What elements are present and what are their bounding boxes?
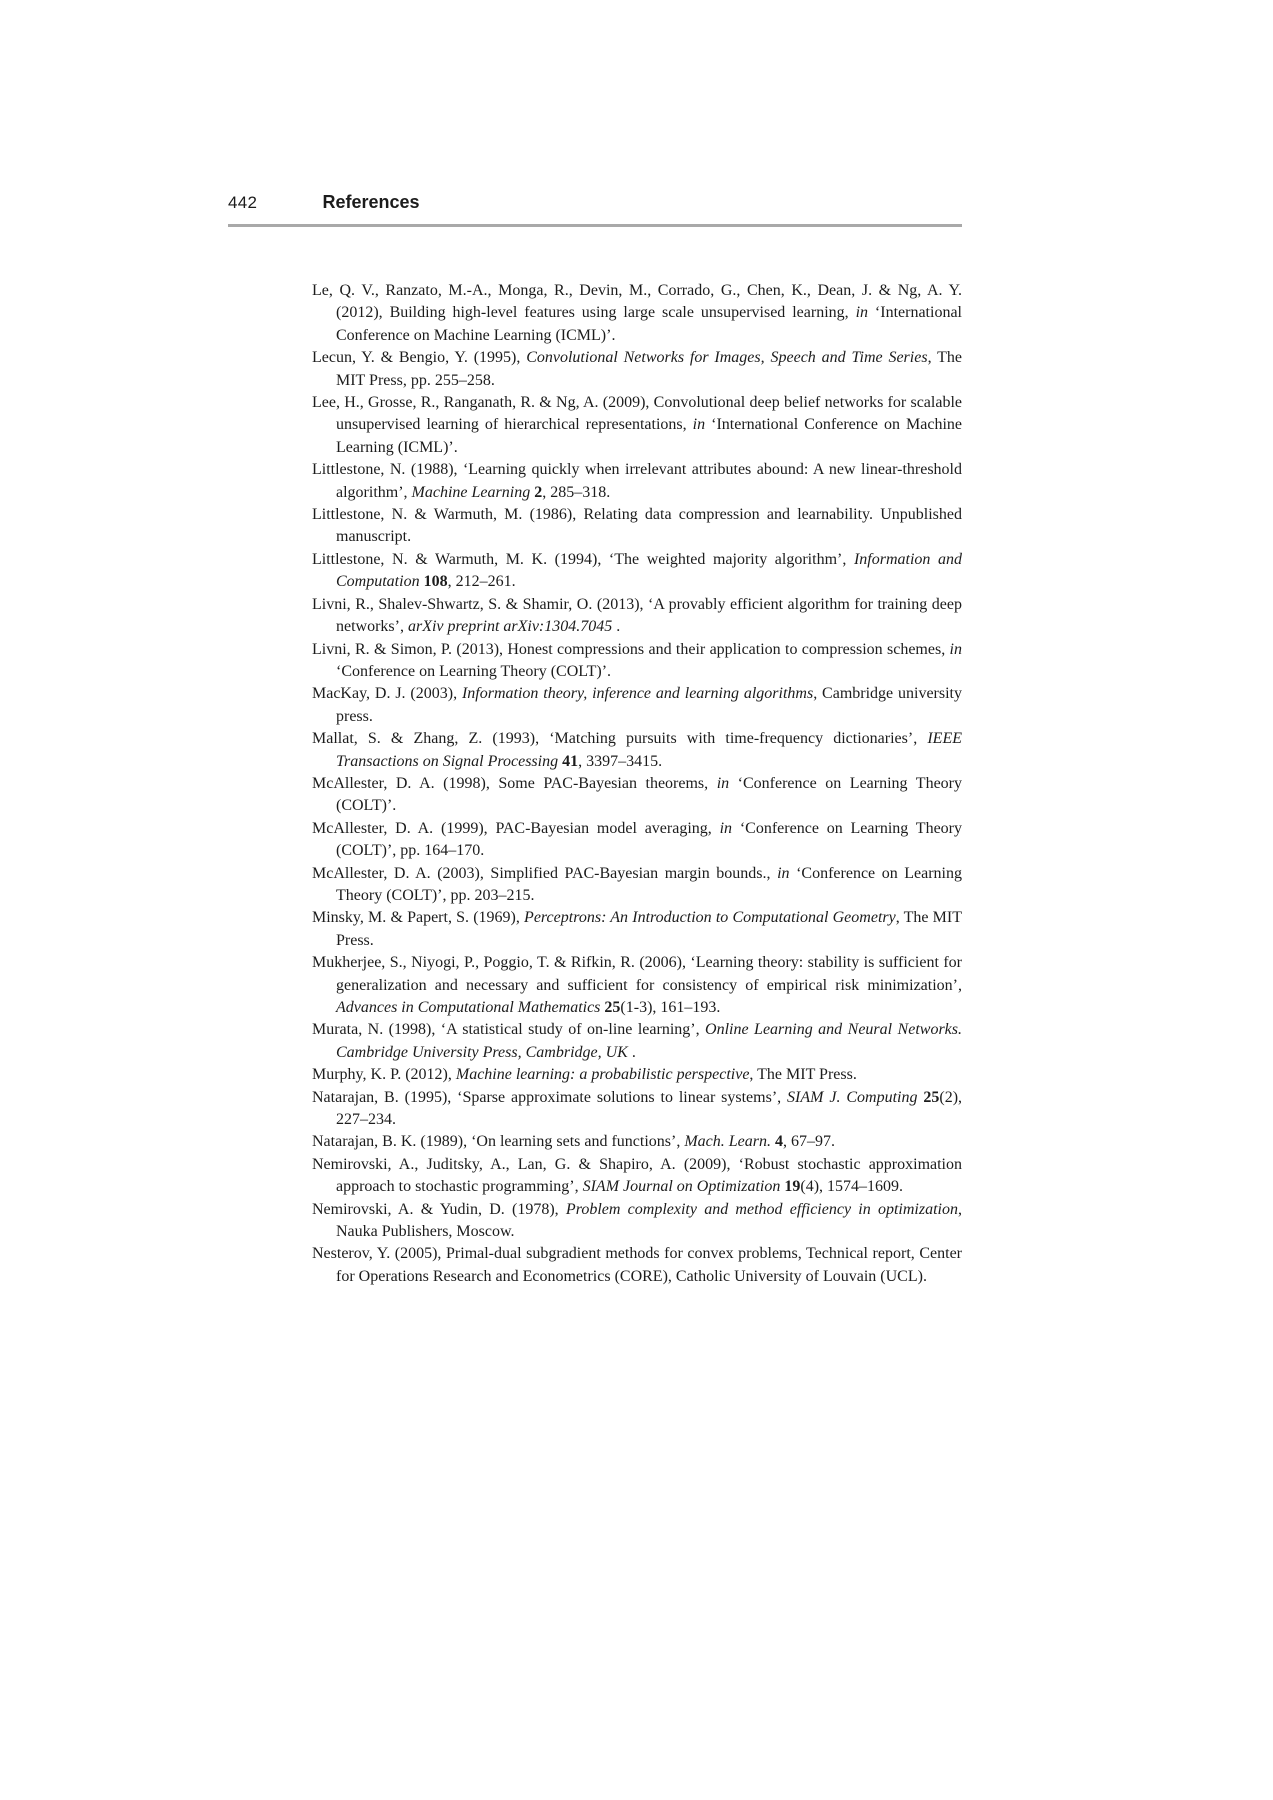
reference-text-segment: , 212–261. [447, 573, 516, 591]
reference-text-segment: , The MIT Press, pp. 255–258. [336, 349, 962, 389]
reference-text-segment: ‘Conference on Learning Theory (COLT)’, pp. 164–170. [336, 819, 963, 860]
reference-text-segment: Natarajan, B. (1995), ‘Sparse approximate solutions to linear systems’, [312, 1088, 788, 1106]
reference-text-segment: Problem complexity and method efficiency in optimization [565, 1200, 958, 1218]
reference-entry [312, 683, 962, 728]
page-number: 442 [228, 193, 258, 212]
reference-text-segment: Mukherjee, S., Niyogi, P., Poggio, T. & Rifkin, R. (2006), ‘Learning theory: stability is sufficient for generalization and necessary and sufficient for consistency of empirical risk minimization’, [312, 954, 962, 994]
reference-text-segment: , The MIT Press. [749, 1066, 857, 1084]
reference-text-segment: in [777, 864, 790, 882]
reference-text-segment: IEEE Transactions on Signal Processing [336, 730, 962, 770]
reference-text-segment: (1-3), 161–193. [620, 999, 721, 1016]
reference-text-segment: Murata, N. (1998), ‘A statistical study of on-line learning’, [312, 1021, 706, 1039]
reference-text-segment: 25 [604, 999, 621, 1016]
reference-text-segment: Littlestone, N. (1988), ‘Learning quickly when irrelevant attributes abound: A new linear-threshold algorithm’, [312, 461, 962, 501]
reference-entry [312, 1131, 962, 1153]
reference-text-segment: ‘Conference on Learning Theory (COLT)’. [336, 774, 962, 815]
reference-text-segment: 2 [534, 483, 543, 501]
reference-text-segment: , Cambridge university press. [336, 685, 962, 725]
page-header [228, 192, 962, 213]
reference-text-segment: Information theory, inference and learning algorithms [461, 685, 814, 703]
reference-text-segment: Livni, R., Shalev-Shwartz, S. & Shamir, O. (2013), ‘A provably efficient algorithm for training deep networks’, [312, 595, 962, 636]
reference-text-segment: Littlestone, N. & Warmuth, M. K. (1994), ‘The weighted majority algorithm’, [312, 550, 854, 568]
section-title: References [322, 192, 420, 212]
reference-text-segment: McAllester, D. A. (2003), Simplified PAC-Bayesian margin bounds., [312, 864, 778, 882]
reference-text-segment: 41 [562, 752, 579, 770]
reference-text-segment: Lecun, Y. & Bengio, Y. (1995), [312, 349, 527, 367]
reference-text-segment: Nemirovski, A., Juditsky, A., Lan, G. & Shapiro, A. (2009), ‘Robust stochastic approximation approach to stochastic programming’, [312, 1155, 962, 1196]
reference-entry [312, 1199, 962, 1244]
reference-text-segment: ‘International Conference on Machine Learning (ICML)’. [336, 416, 963, 456]
reference-text-segment: Nesterov, Y. (2005), Primal-dual subgradient methods for convex problems, Technical report, Center for Operations Research and Econometrics (CORE), Catholic University of Louvain (UCL). [312, 1245, 962, 1285]
reference-entry [312, 639, 962, 684]
reference-entry [312, 818, 962, 863]
reference-text-segment: (4), 1574–1609. [800, 1178, 904, 1196]
reference-text-segment: Murphy, K. P. (2012), [312, 1066, 456, 1084]
reference-text-segment: Littlestone, N. & Warmuth, M. (1986), Relating data compression and learnability. Unpublished manuscript. [312, 506, 962, 546]
reference-entry [312, 459, 962, 504]
reference-text-segment: ‘Conference on Learning Theory (COLT)’, pp. 203–215. [336, 864, 962, 904]
reference-text-segment: in [949, 640, 962, 658]
reference-text-segment: Nemirovski, A. & Yudin, D. (1978), [312, 1200, 566, 1218]
reference-text-segment: Livni, R. & Simon, P. (2013), Honest compressions and their application to compression schemes, [312, 640, 950, 658]
reference-text-segment: McAllester, D. A. (1998), Some PAC-Bayesian theorems, [312, 774, 717, 792]
reference-text-segment: . [612, 618, 621, 636]
reference-list [312, 280, 962, 1288]
reference-text-segment: , The MIT Press. [336, 909, 962, 949]
reference-text-segment: , Nauka Publishers, Moscow. [336, 1200, 962, 1241]
reference-entry [312, 1019, 962, 1064]
reference-text-segment: in [692, 416, 706, 434]
reference-text-segment: (2), 227–234. [336, 1088, 963, 1129]
header-rule [228, 224, 962, 227]
reference-text-segment: McAllester, D. A. (1999), PAC-Bayesian model averaging, [312, 819, 720, 837]
reference-text-segment: Mallat, S. & Zhang, Z. (1993), ‘Matching pursuits with time-frequency dictionaries’, [312, 730, 928, 748]
reference-text-segment: SIAM J. Computing [787, 1088, 918, 1106]
reference-text-segment: 4 [775, 1133, 783, 1151]
reference-text-segment: Perceptrons: An Introduction to Computational Geometry [524, 909, 896, 927]
reference-entry [312, 594, 962, 639]
reference-text-segment: Mach. Learn. [684, 1133, 771, 1151]
reference-text-segment: . [627, 1043, 636, 1061]
reference-text-segment: Minsky, M. & Papert, S. (1969), [312, 909, 525, 927]
reference-entry [312, 1243, 962, 1288]
reference-text-segment: in [719, 819, 733, 837]
reference-text-segment: 108 [423, 573, 448, 591]
reference-text-segment: Natarajan, B. K. (1989), ‘On learning sets and functions’, [312, 1133, 685, 1151]
reference-entry [312, 1154, 962, 1199]
reference-entry [312, 907, 962, 952]
reference-text-segment: , 67–97. [783, 1133, 835, 1151]
reference-text-segment: SIAM Journal on Optimization [582, 1178, 781, 1196]
reference-entry [312, 952, 962, 1019]
reference-entry [312, 280, 962, 347]
reference-text-segment: arXiv preprint arXiv:1304.7045 [407, 618, 613, 636]
reference-text-segment: Machine Learning [411, 483, 531, 501]
reference-entry [312, 347, 962, 392]
reference-text-segment: Machine learning: a probabilistic perspective [455, 1066, 750, 1084]
reference-text-segment: Online Learning and Neural Networks. Cambridge University Press, Cambridge, UK [336, 1021, 962, 1061]
reference-entry [312, 1087, 962, 1132]
reference-entry [312, 1064, 962, 1086]
reference-text-segment: Information and Computation [336, 550, 962, 591]
reference-entry [312, 392, 962, 459]
reference-text-segment: MacKay, D. J. (2003), [312, 685, 462, 703]
reference-text-segment: ‘International Conference on Machine Learning (ICML)’. [336, 304, 962, 344]
reference-text-segment: Convolutional Networks for Images, Speech and Time Series [526, 349, 928, 367]
reference-entry [312, 728, 962, 773]
reference-text-segment: ‘Conference on Learning Theory (COLT)’. [336, 662, 612, 680]
reference-text-segment: 19 [784, 1178, 801, 1196]
reference-text-segment: , 3397–3415. [578, 752, 663, 770]
reference-text-segment: Le, Q. V., Ranzato, M.-A., Monga, R., Devin, M., Corrado, G., Chen, K., Dean, J. & Ng, A. Y. (2012), Building high-level features using large scale unsupervised learning, [312, 282, 962, 322]
reference-text-segment: in [855, 304, 869, 322]
reference-entry [312, 504, 962, 549]
reference-text-segment: in [716, 774, 730, 792]
reference-entry [312, 773, 962, 818]
reference-entry [312, 549, 962, 594]
reference-text-segment: 25 [923, 1088, 940, 1106]
reference-text-segment: Lee, H., Grosse, R., Ranganath, R. & Ng, A. (2009), Convolutional deep belief networks for scalable unsupervised learning of hierarchical representations, [312, 394, 962, 434]
reference-entry [312, 863, 962, 908]
reference-text-segment: , 285–318. [542, 483, 611, 501]
reference-text-segment: Advances in Computational Mathematics [336, 999, 601, 1016]
